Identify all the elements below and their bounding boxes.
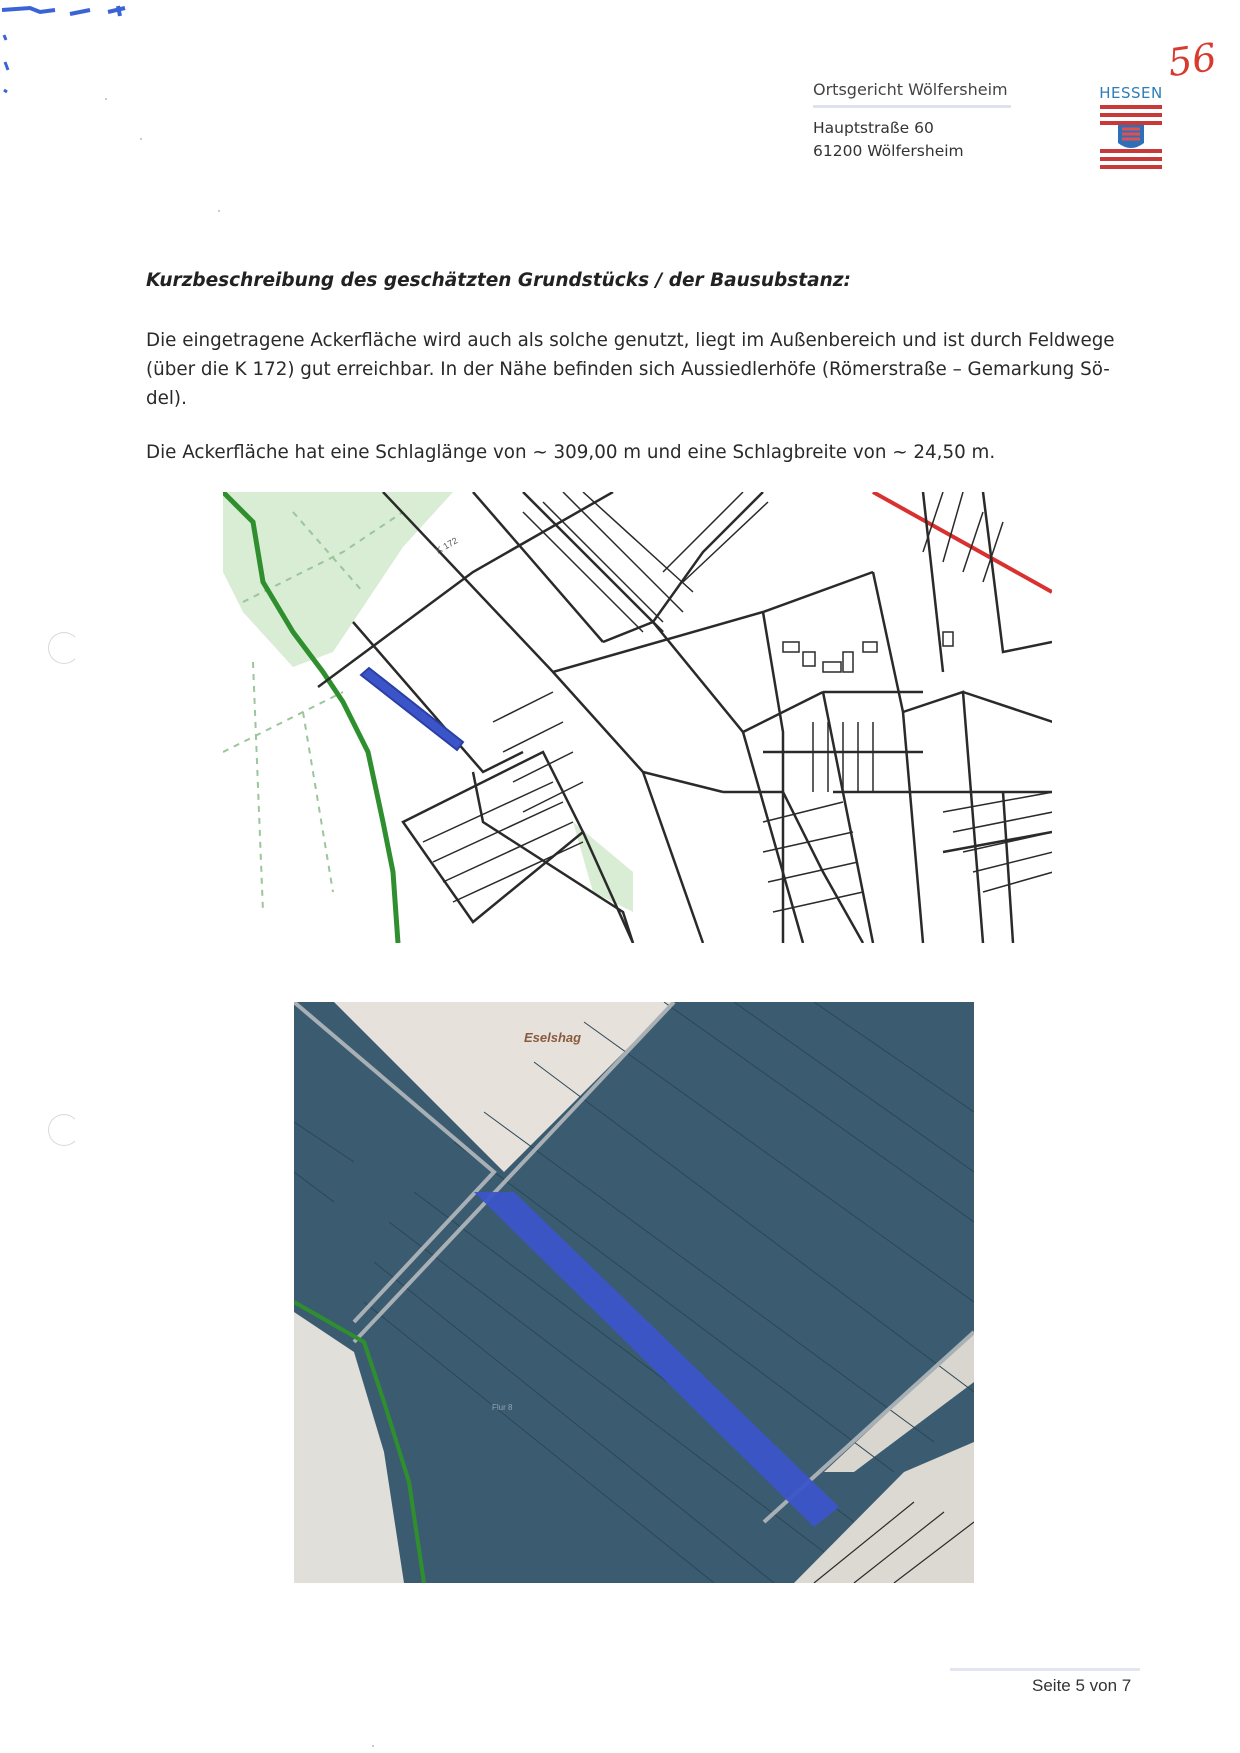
punch-hole: [48, 1114, 80, 1146]
scan-mark: [0, 0, 150, 100]
street: Hauptstraße 60: [813, 119, 934, 137]
letterhead: [813, 80, 1013, 163]
dimensions-paragraph: Die Ackerfläche hat eine Schlaglänge von ~ 309,00 m und eine Schlagbreite von ~ 24,50 m.: [146, 442, 996, 463]
address: [813, 117, 1013, 163]
cadastral-map: [223, 492, 1052, 943]
hessen-label: HESSEN: [1099, 84, 1163, 102]
scan-speck: [372, 1745, 374, 1747]
footer-rule: [950, 1668, 1140, 1671]
scan-speck: [218, 210, 220, 212]
scan-speck: [105, 98, 107, 100]
parcel-label: Flur 8: [492, 1403, 513, 1412]
section-title: Kurzbeschreibung des geschätzten Grundstücks / der Bausubstanz:: [146, 270, 851, 291]
page-number: Seite 5 von 7: [1032, 1676, 1132, 1695]
description-paragraph: Die eingetragene Ackerfläche wird auch als solche genutzt, liegt im Außenbereich und ist durch Feldwege (über die K 172) gut erreichbar. In der Nähe befinden sich Aussiedlerhöfe (Römerstraße – Gemarkung Sö-del).: [146, 330, 1115, 409]
punch-hole: [48, 632, 80, 664]
aerial-map: [294, 1002, 974, 1583]
road-label: K 172: [434, 535, 460, 556]
hessen-coat-of-arms-icon: [1100, 105, 1162, 169]
hessen-emblem: [1096, 84, 1166, 169]
place-label: Eselshag: [524, 1030, 582, 1045]
handwritten-page-mark: 56: [1165, 34, 1220, 86]
scan-speck: [140, 138, 142, 140]
organization-name: Ortsgericht Wölfersheim: [813, 80, 1011, 108]
city: 61200 Wölfersheim: [813, 142, 964, 160]
